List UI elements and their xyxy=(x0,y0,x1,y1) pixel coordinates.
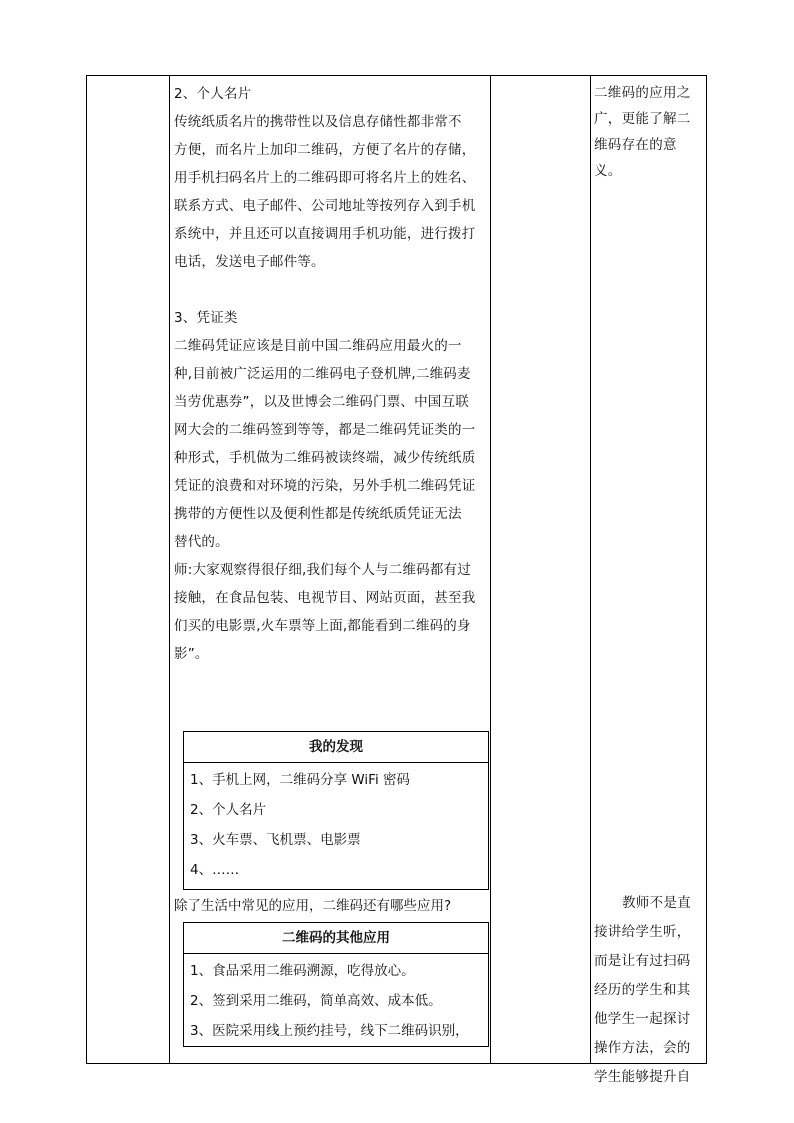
paragraph-line: 凭证的浪费和对环境的污染，另外手机二维码凭证 xyxy=(174,478,476,494)
other-uses-box xyxy=(183,922,489,1047)
paragraph-line: 电话，发送电子邮件等。 xyxy=(174,254,325,270)
column-divider xyxy=(590,76,591,1063)
main-content xyxy=(174,80,486,668)
list-item: 3、医院采用线上预约挂号，线下二维码识别， xyxy=(190,1023,469,1039)
paragraph-line: 二维码凭证应该是目前中国二维码应用最火的一 xyxy=(174,338,462,354)
note-line: 二维码的应用之 xyxy=(594,85,691,101)
note-line: 广，更能了解二 xyxy=(594,111,691,127)
design-note xyxy=(594,80,704,184)
paragraph-line: 传统纸质名片的携带性以及信息存储性都非常不 xyxy=(174,114,462,130)
note-line: 他学生一起探讨 xyxy=(594,1011,691,1027)
paragraph-line: 方便，而名片上加印二维码，方便了名片的存储， xyxy=(174,142,476,158)
teacher-line: 师:大家观察得很仔细,我们每个人与二维码都有过 xyxy=(174,562,471,578)
note-line: 维码存在的意义。 xyxy=(594,137,677,179)
note-line: 而是让有过扫码 xyxy=(594,953,691,969)
note-line: 学生能够提升自 xyxy=(594,1069,691,1085)
list-item: 2、签到采用二维码，简单高效、成本低。 xyxy=(190,993,442,1009)
other-uses-box-title: 二维码的其他应用 xyxy=(184,923,488,954)
teacher-line: 们买的电影票,火车票等上面,都能看到二维码的身 xyxy=(174,618,471,634)
list-item: 3、火车票、飞机票、电影票 xyxy=(190,832,361,848)
column-divider xyxy=(169,76,170,1063)
paragraph-line: 种,目前被广泛运用的二维码电子登机牌,二维码麦 xyxy=(174,366,471,382)
note-line: 经历的学生和其 xyxy=(594,982,691,998)
spacer xyxy=(174,276,486,304)
paragraph-line: 联系方式、电子邮件、公司地址等按列存入到手机 xyxy=(174,198,476,214)
note-line: 操作方法，会的 xyxy=(594,1040,691,1056)
list-item: 1、手机上网，二维码分享 WiFi 密码 xyxy=(190,772,411,788)
teacher-line: 接触，在食品包装、电视节目、网站页面，甚至我 xyxy=(174,590,476,606)
teacher-line: 影”。 xyxy=(174,646,209,662)
paragraph-line: 种形式，手机做为二维码被读终端，减少传统纸质 xyxy=(174,450,476,466)
question-text: 除了生活中常见的应用，二维码还有哪些应用? xyxy=(174,898,452,914)
paragraph-line: 携带的方便性以及便利性都是传统纸质凭证无法 xyxy=(174,506,462,522)
list-item: 4、…… xyxy=(190,862,240,878)
discovery-box xyxy=(183,731,489,890)
note-line: 教师不是直 xyxy=(622,895,691,911)
discovery-box-title: 我的发现 xyxy=(184,732,488,763)
paragraph-line: 网大会的二维码签到等等，都是二维码凭证类的一 xyxy=(174,422,476,438)
paragraph-line: 当劳优惠券”，以及世博会二维码门票、中国互联 xyxy=(174,394,469,410)
paragraph-line: 系统中，并且还可以直接调用手机功能，进行拨打 xyxy=(174,226,476,242)
paragraph-line: 替代的。 xyxy=(174,534,229,550)
column-divider xyxy=(490,76,491,1063)
section-heading: 3、凭证类 xyxy=(174,310,238,326)
section-heading: 2、个人名片 xyxy=(174,86,252,102)
design-note xyxy=(594,889,704,1092)
note-line: 接讲给学生听， xyxy=(594,924,691,940)
paragraph-line: 用手机扫码名片上的二维码即可将名片上的姓名、 xyxy=(174,170,476,186)
list-item: 2、个人名片 xyxy=(190,802,267,818)
list-item: 1、食品采用二维码溯源，吃得放心。 xyxy=(190,963,415,979)
